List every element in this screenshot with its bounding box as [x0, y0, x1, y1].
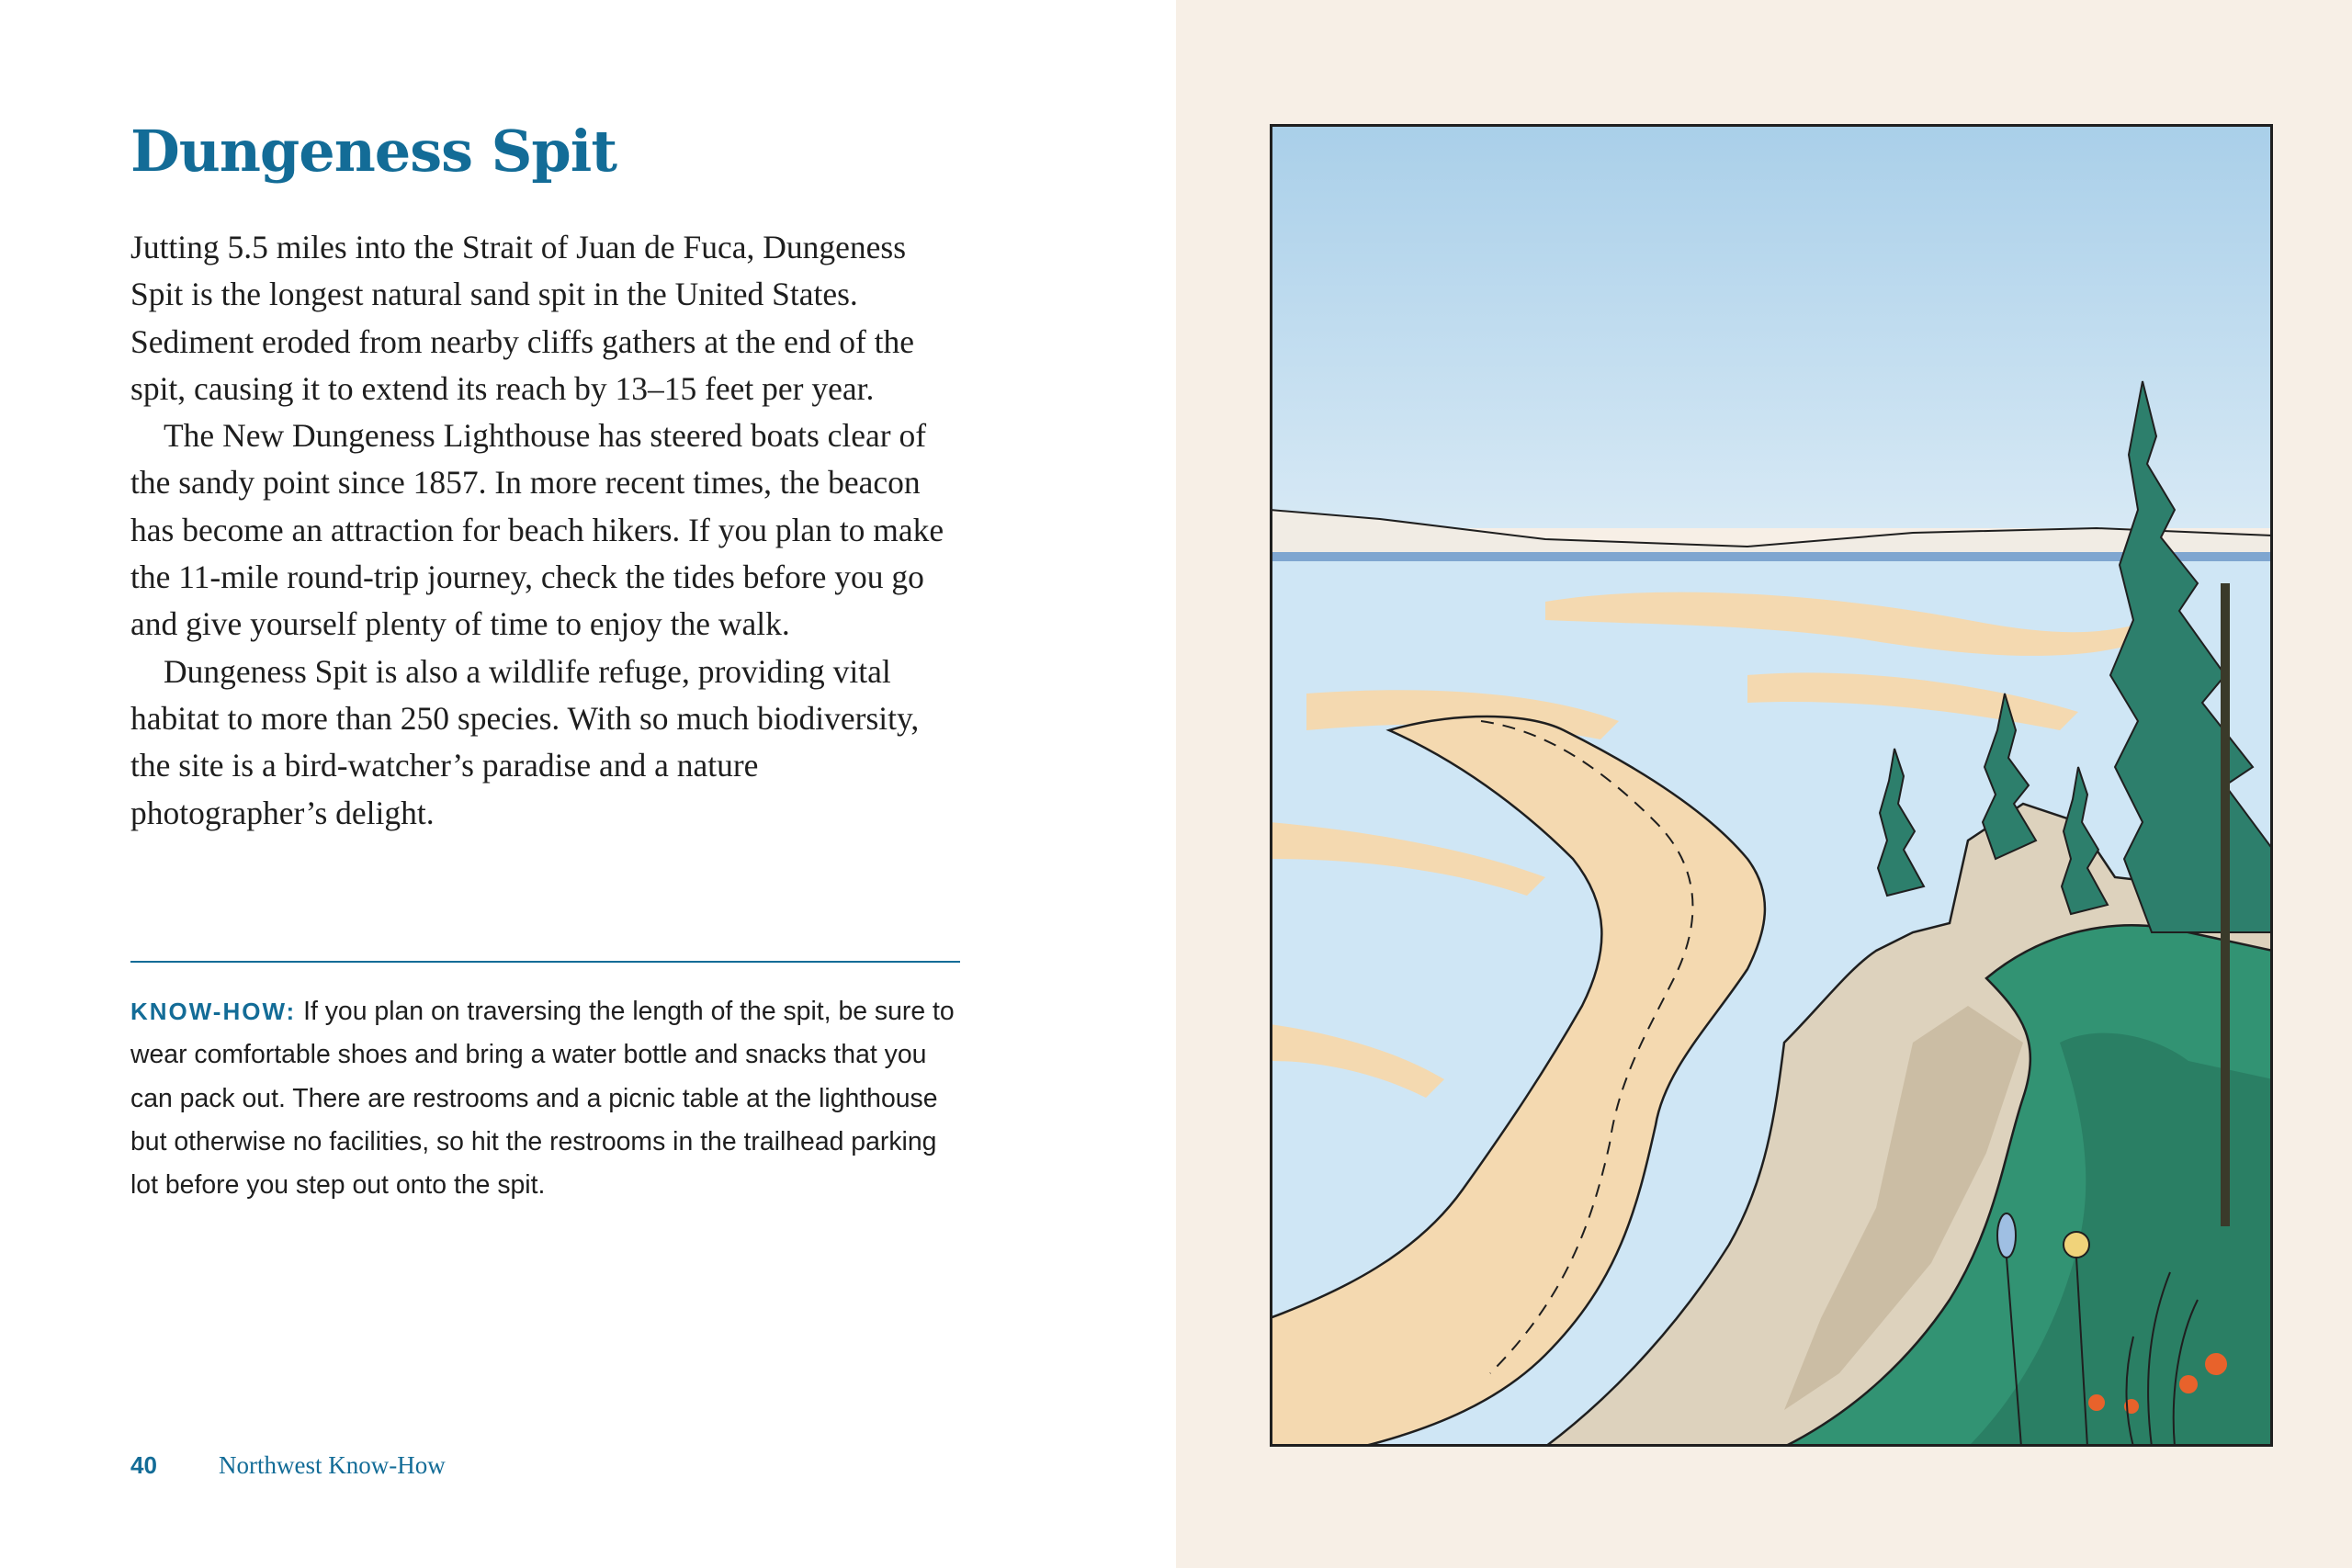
know-how-text: If you plan on traversing the length of the spit, be sure to wear comfortable shoes and bring a water bottle and snacks that you can pack out. There are restrooms and a picnic table at the lighthouse but otherwise no facilities, so hit the restrooms in the trailhead parking lot before you step out onto the spit. [130, 997, 955, 1201]
page-title: Dungeness Spit [130, 118, 616, 185]
orange-flower [2205, 1353, 2227, 1375]
body-text [130, 224, 957, 837]
know-how-box [130, 990, 957, 1207]
paragraph: Jutting 5.5 miles into the Strait of Juan de Fuca, Dungeness Spit is the longest natural sand spit in the United States. Sediment eroded from nearby cliffs gathers at the end of the spit, causing it to extend its reach by 13–15 feet per year. [130, 229, 915, 407]
blue-flower [1997, 1213, 2016, 1258]
orange-flower [2179, 1375, 2198, 1393]
orange-flower [2088, 1394, 2105, 1411]
yellow-flower [2064, 1232, 2089, 1258]
paragraph: Dungeness Spit is also a wildlife refuge, providing vital habitat to more than 250 species. With so much biodiversity, the site is a bird-watcher’s paradise and a nature photographer’s delight. [130, 652, 920, 831]
running-footer-title: Northwest Know-How [219, 1451, 446, 1479]
sky [1270, 124, 2273, 528]
know-how-label: KNOW-HOW: [130, 998, 297, 1025]
paragraph: The New Dungeness Lighthouse has steered boats clear of the sandy point since 1857. In more recent times, the beacon has become an attraction for beach hikers. If you plan to make the 11-mile round-trip journey, check the tides before you go and give yourself plenty of time to enjoy the walk. [130, 417, 944, 643]
section-divider [130, 961, 960, 963]
page-number: 40 [130, 1451, 157, 1479]
spit-illustration [1270, 124, 2273, 1447]
